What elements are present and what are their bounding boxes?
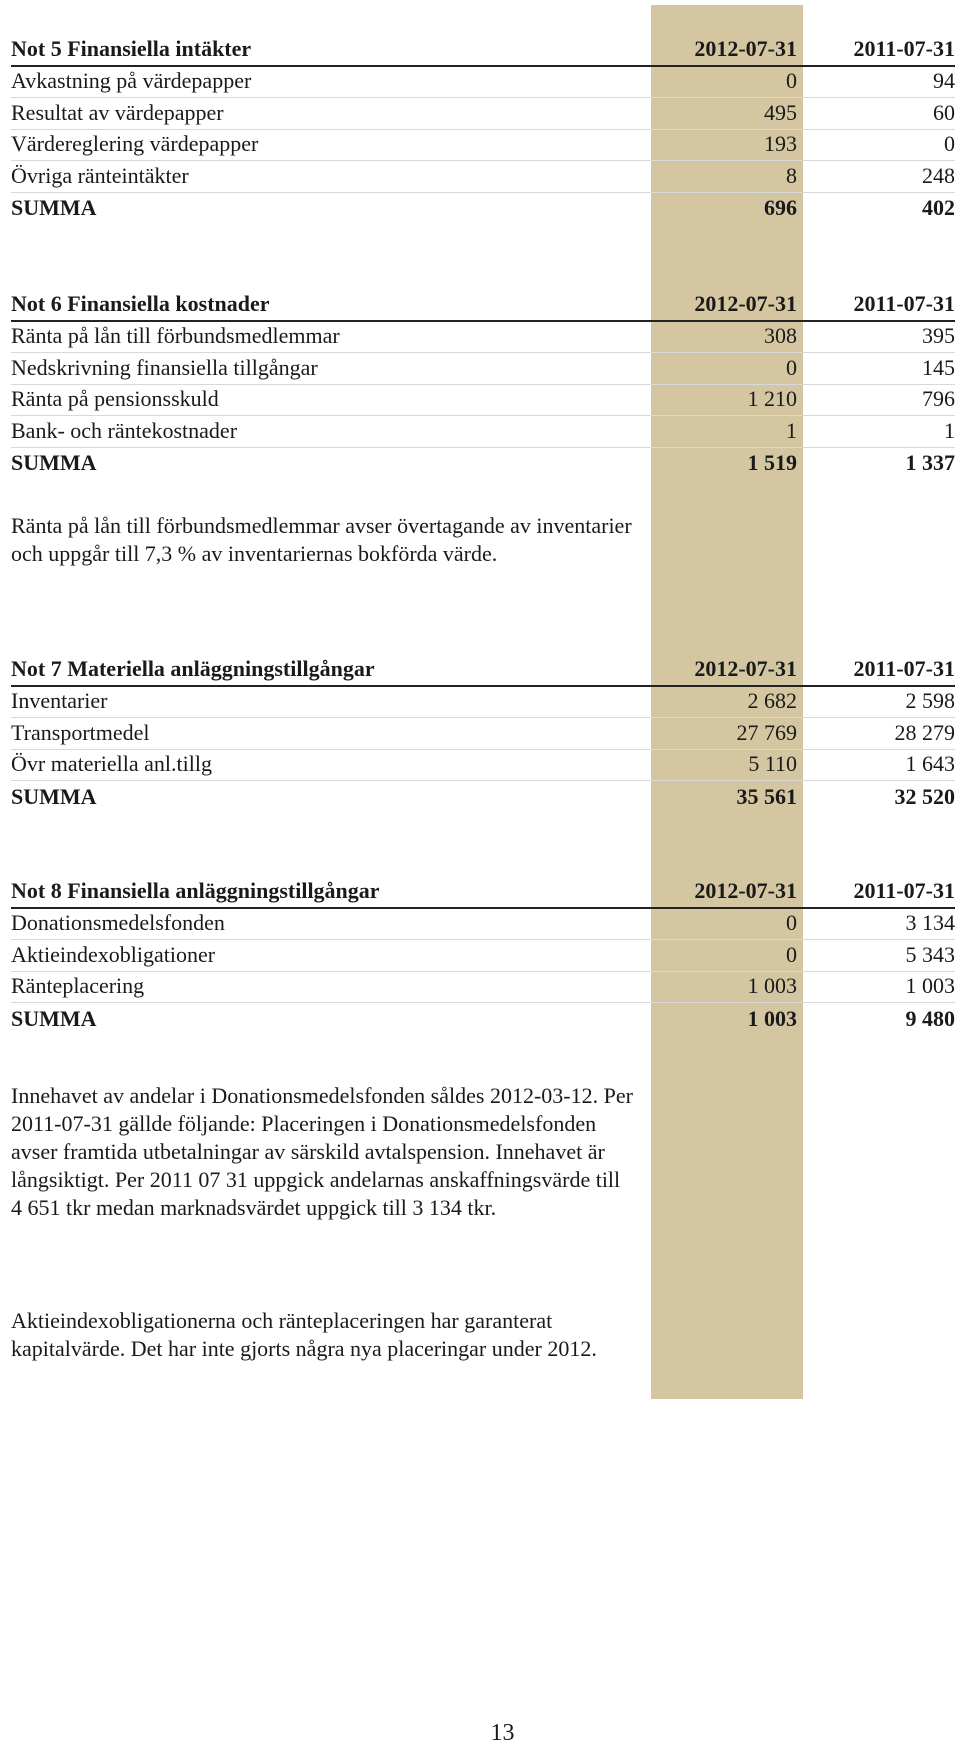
sum-row xyxy=(11,448,955,480)
table-row xyxy=(11,161,955,193)
sum-label: SUMMA xyxy=(11,195,97,220)
value-2012: 0 xyxy=(786,354,797,380)
value-2011: 94 xyxy=(933,68,955,93)
col-2011-header: 2011-07-31 xyxy=(853,877,955,903)
value-2012: 5 110 xyxy=(748,751,797,776)
value-2012: 495 xyxy=(764,99,797,125)
note-title: Not 7 Materiella anläggningstillgångar xyxy=(11,655,375,681)
row-label: Aktieindexobligationer xyxy=(11,941,216,967)
sum-2012: 1 519 xyxy=(747,450,797,475)
note-title: Not 6 Finansiella kostnader xyxy=(11,290,270,316)
table-row xyxy=(11,718,955,750)
note-8-text-2: Aktieindexobligationerna och ränteplaceringen har garanterat kapitalvärde. Det har inte gjorts några nya placeringar under 2012. xyxy=(11,1308,597,1361)
sum-row xyxy=(11,781,955,813)
note-8-text: Innehavet av andelar i Donationsmedelsfonden såldes 2012-03-12. Per 2011-07-31 gällde följande: Placeringen i Donationsmedelsfonden avser framtida utbetalningar av särskild avtalspension. Innehavet är långsiktigt. Per 2011 07 31 uppgick andelarnas anskaffningsvärde till 4 651 tkr medan marknadsvärdet uppgick till 3 134 tkr. xyxy=(11,1083,633,1220)
table-header xyxy=(11,35,955,67)
value-2011: 28 279 xyxy=(894,719,955,745)
value-2011: 248 xyxy=(922,162,955,188)
col-2012-header: 2012-07-31 xyxy=(694,35,797,61)
col-2011-header: 2011-07-31 xyxy=(853,290,955,316)
col-2012-header: 2012-07-31 xyxy=(694,877,797,903)
sum-2011: 32 520 xyxy=(894,783,955,809)
table-header xyxy=(11,290,955,322)
value-2012: 1 003 xyxy=(747,973,797,998)
value-2012: 1 xyxy=(786,417,797,443)
value-2012: 193 xyxy=(764,131,797,156)
sum-2012: 35 561 xyxy=(736,783,797,809)
sum-label: SUMMA xyxy=(11,450,97,475)
col-2011-header: 2011-07-31 xyxy=(853,35,955,61)
value-2012: 2 682 xyxy=(747,688,797,713)
row-label: Transportmedel xyxy=(11,719,150,745)
table-row xyxy=(11,98,955,130)
table-header xyxy=(11,655,955,687)
sum-2011: 402 xyxy=(922,195,955,220)
row-label: Resultat av värdepapper xyxy=(11,99,224,125)
value-2012: 8 xyxy=(786,162,797,188)
row-label: Bank- och räntekostnader xyxy=(11,417,238,443)
row-label: Avkastning på värdepapper xyxy=(11,68,252,93)
table-row xyxy=(11,940,955,972)
sum-2011: 1 337 xyxy=(905,450,955,475)
value-2011: 3 134 xyxy=(905,910,955,935)
value-2011: 1 643 xyxy=(905,751,955,776)
value-2011: 0 xyxy=(944,131,955,156)
value-2011: 2 598 xyxy=(905,688,955,713)
value-2011: 1 003 xyxy=(905,973,955,998)
note-8-table xyxy=(11,877,955,1035)
col-2012-header: 2012-07-31 xyxy=(694,290,797,316)
note-5-table xyxy=(11,35,955,224)
row-label: Värdereglering värdepapper xyxy=(11,131,259,156)
sum-row xyxy=(11,1003,955,1035)
value-2012: 308 xyxy=(764,323,797,348)
table-row xyxy=(11,67,955,99)
row-label: Ränta på lån till förbundsmedlemmar xyxy=(11,323,340,348)
table-row xyxy=(11,687,955,719)
row-label: Övr materiella anl.tillg xyxy=(11,751,212,776)
value-2011: 5 343 xyxy=(905,941,955,967)
sum-2012: 696 xyxy=(764,195,797,220)
row-label: Ränta på pensionsskuld xyxy=(11,386,219,411)
note-6-text: Ränta på lån till förbundsmedlemmar avser övertagande av inventarier och uppgår till 7,3 % av inventariernas bokförda värde. xyxy=(11,513,632,566)
note-7-table xyxy=(11,655,955,813)
table-row xyxy=(11,130,955,162)
row-label: Donationsmedelsfonden xyxy=(11,910,225,935)
value-2011: 796 xyxy=(922,386,955,411)
table-row xyxy=(11,353,955,385)
col-2012-header: 2012-07-31 xyxy=(694,655,797,681)
note-title: Not 8 Finansiella anläggningstillgångar xyxy=(11,877,380,903)
value-2012: 27 769 xyxy=(736,719,797,745)
row-label: Övriga ränteintäkter xyxy=(11,162,189,188)
value-2012: 0 xyxy=(786,68,797,93)
table-row xyxy=(11,322,955,354)
row-label: Nedskrivning finansiella tillgångar xyxy=(11,354,318,380)
value-2012: 1 210 xyxy=(747,386,797,411)
note-title: Not 5 Finansiella intäkter xyxy=(11,35,252,61)
sum-2011: 9 480 xyxy=(905,1005,955,1031)
sum-row xyxy=(11,193,955,225)
row-label: Ränteplacering xyxy=(11,973,145,998)
table-header xyxy=(11,877,955,909)
value-2011: 1 xyxy=(944,417,955,443)
value-2012: 0 xyxy=(786,941,797,967)
sum-label: SUMMA xyxy=(11,783,97,809)
sum-2012: 1 003 xyxy=(747,1005,797,1031)
page-number: 13 xyxy=(490,1720,515,1746)
table-row xyxy=(11,750,955,782)
row-label: Inventarier xyxy=(11,688,108,713)
table-row xyxy=(11,909,955,941)
sum-label: SUMMA xyxy=(11,1005,97,1031)
note-6-table xyxy=(11,290,955,479)
table-row xyxy=(11,416,955,448)
value-2011: 60 xyxy=(933,99,955,125)
value-2012: 0 xyxy=(786,910,797,935)
value-2011: 145 xyxy=(922,354,955,380)
table-row xyxy=(11,972,955,1004)
col-2011-header: 2011-07-31 xyxy=(853,655,955,681)
table-row xyxy=(11,385,955,417)
value-2011: 395 xyxy=(922,323,955,348)
